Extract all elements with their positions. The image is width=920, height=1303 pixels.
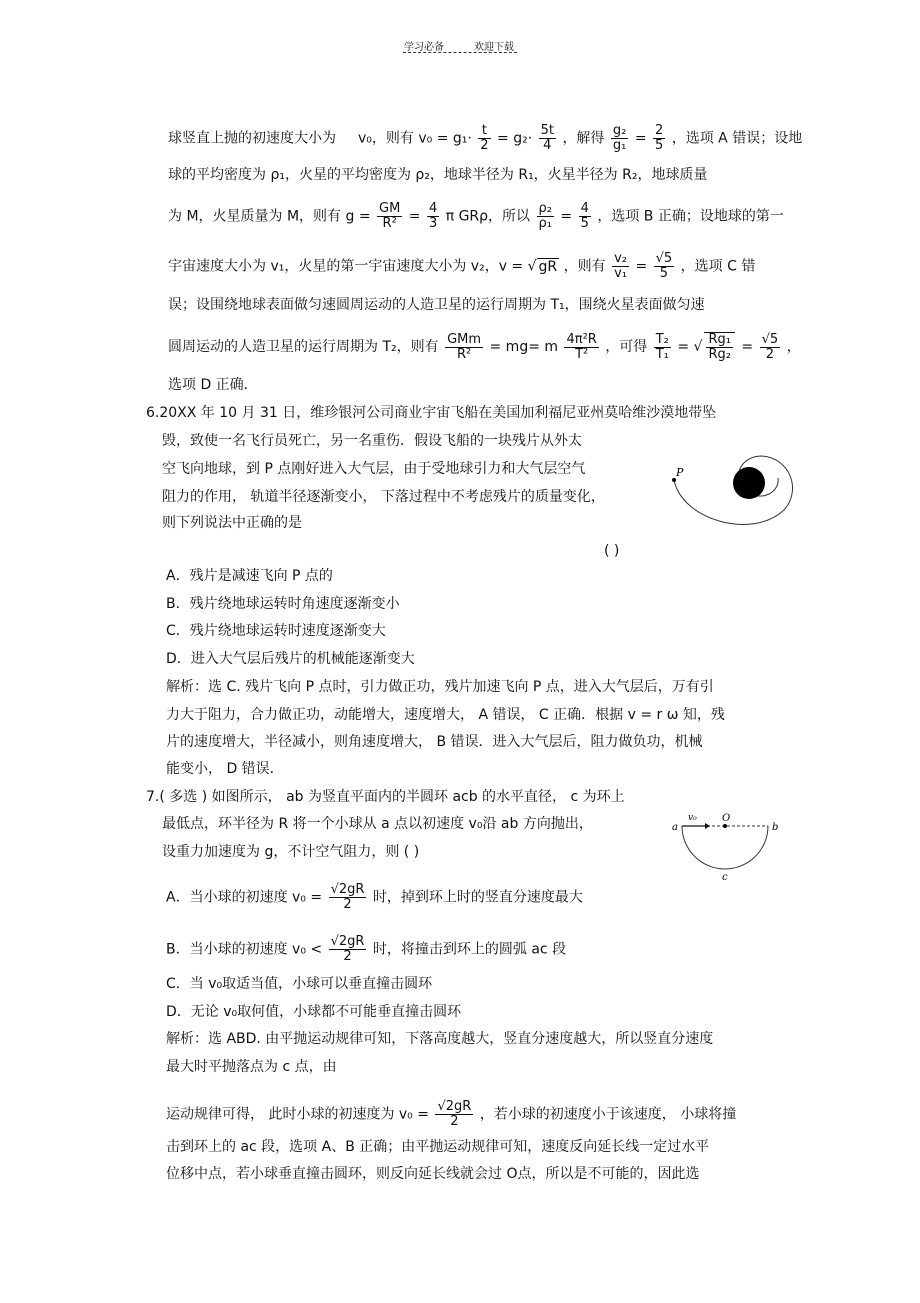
q7-stem-3: 设重力加速度为 g，不计空气阻力，则 ( ) — [162, 844, 420, 860]
q6-stem-3: 空飞向地球，到 P 点刚好进入大气层，由于受地球引力和大气层空气 — [162, 461, 586, 477]
label-o: O — [722, 813, 731, 824]
q7-option-c: C．当 v₀取适当值，小球可以垂直撞击圆环 — [166, 976, 433, 992]
q7-option-a: A．当小球的初速度 v₀ = $\frac{√2gR}{2}$ 时，掉到环上时的竖直分速度最大 — [166, 882, 583, 912]
q6-orbit-figure — [662, 440, 802, 540]
q7-analysis-4: 击到环上的 ac 段，选项 A、B 正确；由平抛运动规律可知，速度反向延长线一定过水平 — [166, 1139, 710, 1155]
prev-line-2: 球的平均密度为 ρ₁，火星的平均密度为 ρ₂，地球半径为 R₁，火星半径为 R₂，地球质量 — [168, 167, 708, 183]
header-rule — [403, 52, 517, 53]
q6-analysis-4: 能变小， D 错误． — [166, 761, 284, 777]
q7-semicircle-figure — [668, 808, 784, 884]
q6-analysis-2: 力大于阻力，合力做正功，动能增大，速度增大， A 错误， C 正确．根据 v = r ω 知，残 — [166, 707, 725, 723]
q6-stem-1: 6.20XX 年 10 月 31 日，维珍银河公司商业宇宙飞船在美国加利福尼亚州莫哈维沙漠地带坠 — [146, 405, 717, 421]
q6-stem-2: 毁，致使一名飞行员死亡，另一名重伤．假设飞船的一块残片从外太 — [162, 433, 582, 449]
q7-stem-1: 7.( 多选 ) 如图所示， ab 为竖直平面内的半圆环 acb 的水平直径， c 为环上 — [146, 789, 625, 805]
q6-stem-5: 则下列说法中正确的是 — [162, 515, 302, 531]
q6-option-d: D．进入大气层后残片的机械能逐渐变大 — [166, 651, 415, 667]
q7-option-b: B．当小球的初速度 v₀ < $\frac{√2gR}{2}$ 时，将撞击到环上的圆弧 ac 段 — [166, 934, 567, 964]
q7-analysis-3: 运动规律可得， 此时小球的初速度为 v₀ = $\frac{√2gR}{2}$ ，若小球的初速度小于该速度， 小球将撞 — [166, 1099, 737, 1129]
prev-line-3: 为 M，火星质量为 M，则有 g = $\frac{GM}{\text{R²}}$ = $\frac{4}{3}$ π GRρ，所以 $\frac{\text{ρ₂}}{\text{ρ₁}}$ = $\frac{4}{5}$ ，选项 B 正确；设地球的第一 — [168, 201, 784, 231]
earth-disc — [733, 467, 765, 499]
label-b: b — [772, 822, 779, 833]
q6-analysis-1: 解析：选 C. 残片飞向 P 点时，引力做正功，残片加速飞向 P 点，进入大气层后，万有引 — [166, 679, 714, 695]
prev-line-6: 圆周运动的人造卫星的运行周期为 T₂，则有 GMm R² = mg= m $\frac{\text{4π²R}}{\text{T²}}$ ，可得 $\frac{\text{T₂}}{\text{T₁}}$ = √ $\frac{\text{Rg₁}}{\text{Rg₂}}$ = $\frac{√5}{2}$ ， — [168, 331, 801, 362]
q7-stem-2: 最低点，环半径为 R 将一个小球从 a 点以初速度 v₀沿 ab 方向抛出， — [162, 816, 593, 832]
prev-line-5: 误；设围绕地球表面做匀速圆周运动的人造卫星的运行周期为 T₁，围绕火星表面做匀速 — [168, 297, 705, 313]
header-right: 欢迎下载 — [474, 42, 514, 53]
point-p-label: P — [676, 466, 684, 479]
label-c: c — [722, 872, 728, 883]
q7-analysis-1: 解析：选 ABD. 由平抛运动规律可知，下落高度越大，竖直分速度越大，所以竖直分速度 — [166, 1031, 714, 1047]
header-left: 学习必备 — [404, 42, 444, 53]
q7-option-d: D．无论 v₀取何值，小球都不可能垂直撞击圆环 — [166, 1004, 462, 1020]
q6-option-a: A．残片是减速飞向 P 点的 — [166, 568, 333, 584]
label-v0: v₀ — [688, 813, 697, 823]
arrow-head — [705, 823, 710, 829]
prev-line-4: 宇宙速度大小为 v₁，火星的第一宇宙速度大小为 v₂，v = √ gR ，则有 $\frac{\text{v₂}}{\text{v₁}}$ = $\frac{√5}{5}$ ，选项 C 错 — [168, 251, 756, 281]
semicircle-acb — [682, 826, 768, 869]
label-a: a — [672, 822, 678, 833]
q6-answer-paren: ( ) — [604, 543, 620, 559]
spiral-trajectory — [674, 456, 793, 524]
q6-analysis-3: 片的速度增大，半径减小，则角速度增大， B 错误．进入大气层后，阻力做负功，机械 — [166, 734, 703, 750]
q7-analysis-2: 最大时平抛落点为 c 点，由 — [166, 1059, 337, 1075]
center-o-dot — [723, 824, 727, 828]
q7-analysis-5: 位移中点，若小球垂直撞击圆环，则反向延长线就会过 O点，所以是不可能的，因此选 — [166, 1166, 700, 1182]
q6-option-b: B．残片绕地球运转时角速度逐渐变小 — [166, 596, 400, 612]
prev-line-1: 球竖直上抛的初速度大小为 v₀，则有 v₀ = g₁· $\frac{t}{2}$ = g₂· $\frac{5t}{4}$ ，解得 $\frac{\text{g₂}}{\text{g₁}}$ = $\frac{2}{5}$ ，选项 A 错误；设地 — [168, 123, 803, 153]
q6-option-c: C．残片绕地球运转时速度逐渐变大 — [166, 623, 386, 639]
prev-line-7: 选项 D 正确． — [168, 377, 258, 393]
q6-stem-4: 阻力的作用， 轨道半径逐渐变小， 下落过程中不考虑残片的质量变化， — [162, 489, 605, 505]
